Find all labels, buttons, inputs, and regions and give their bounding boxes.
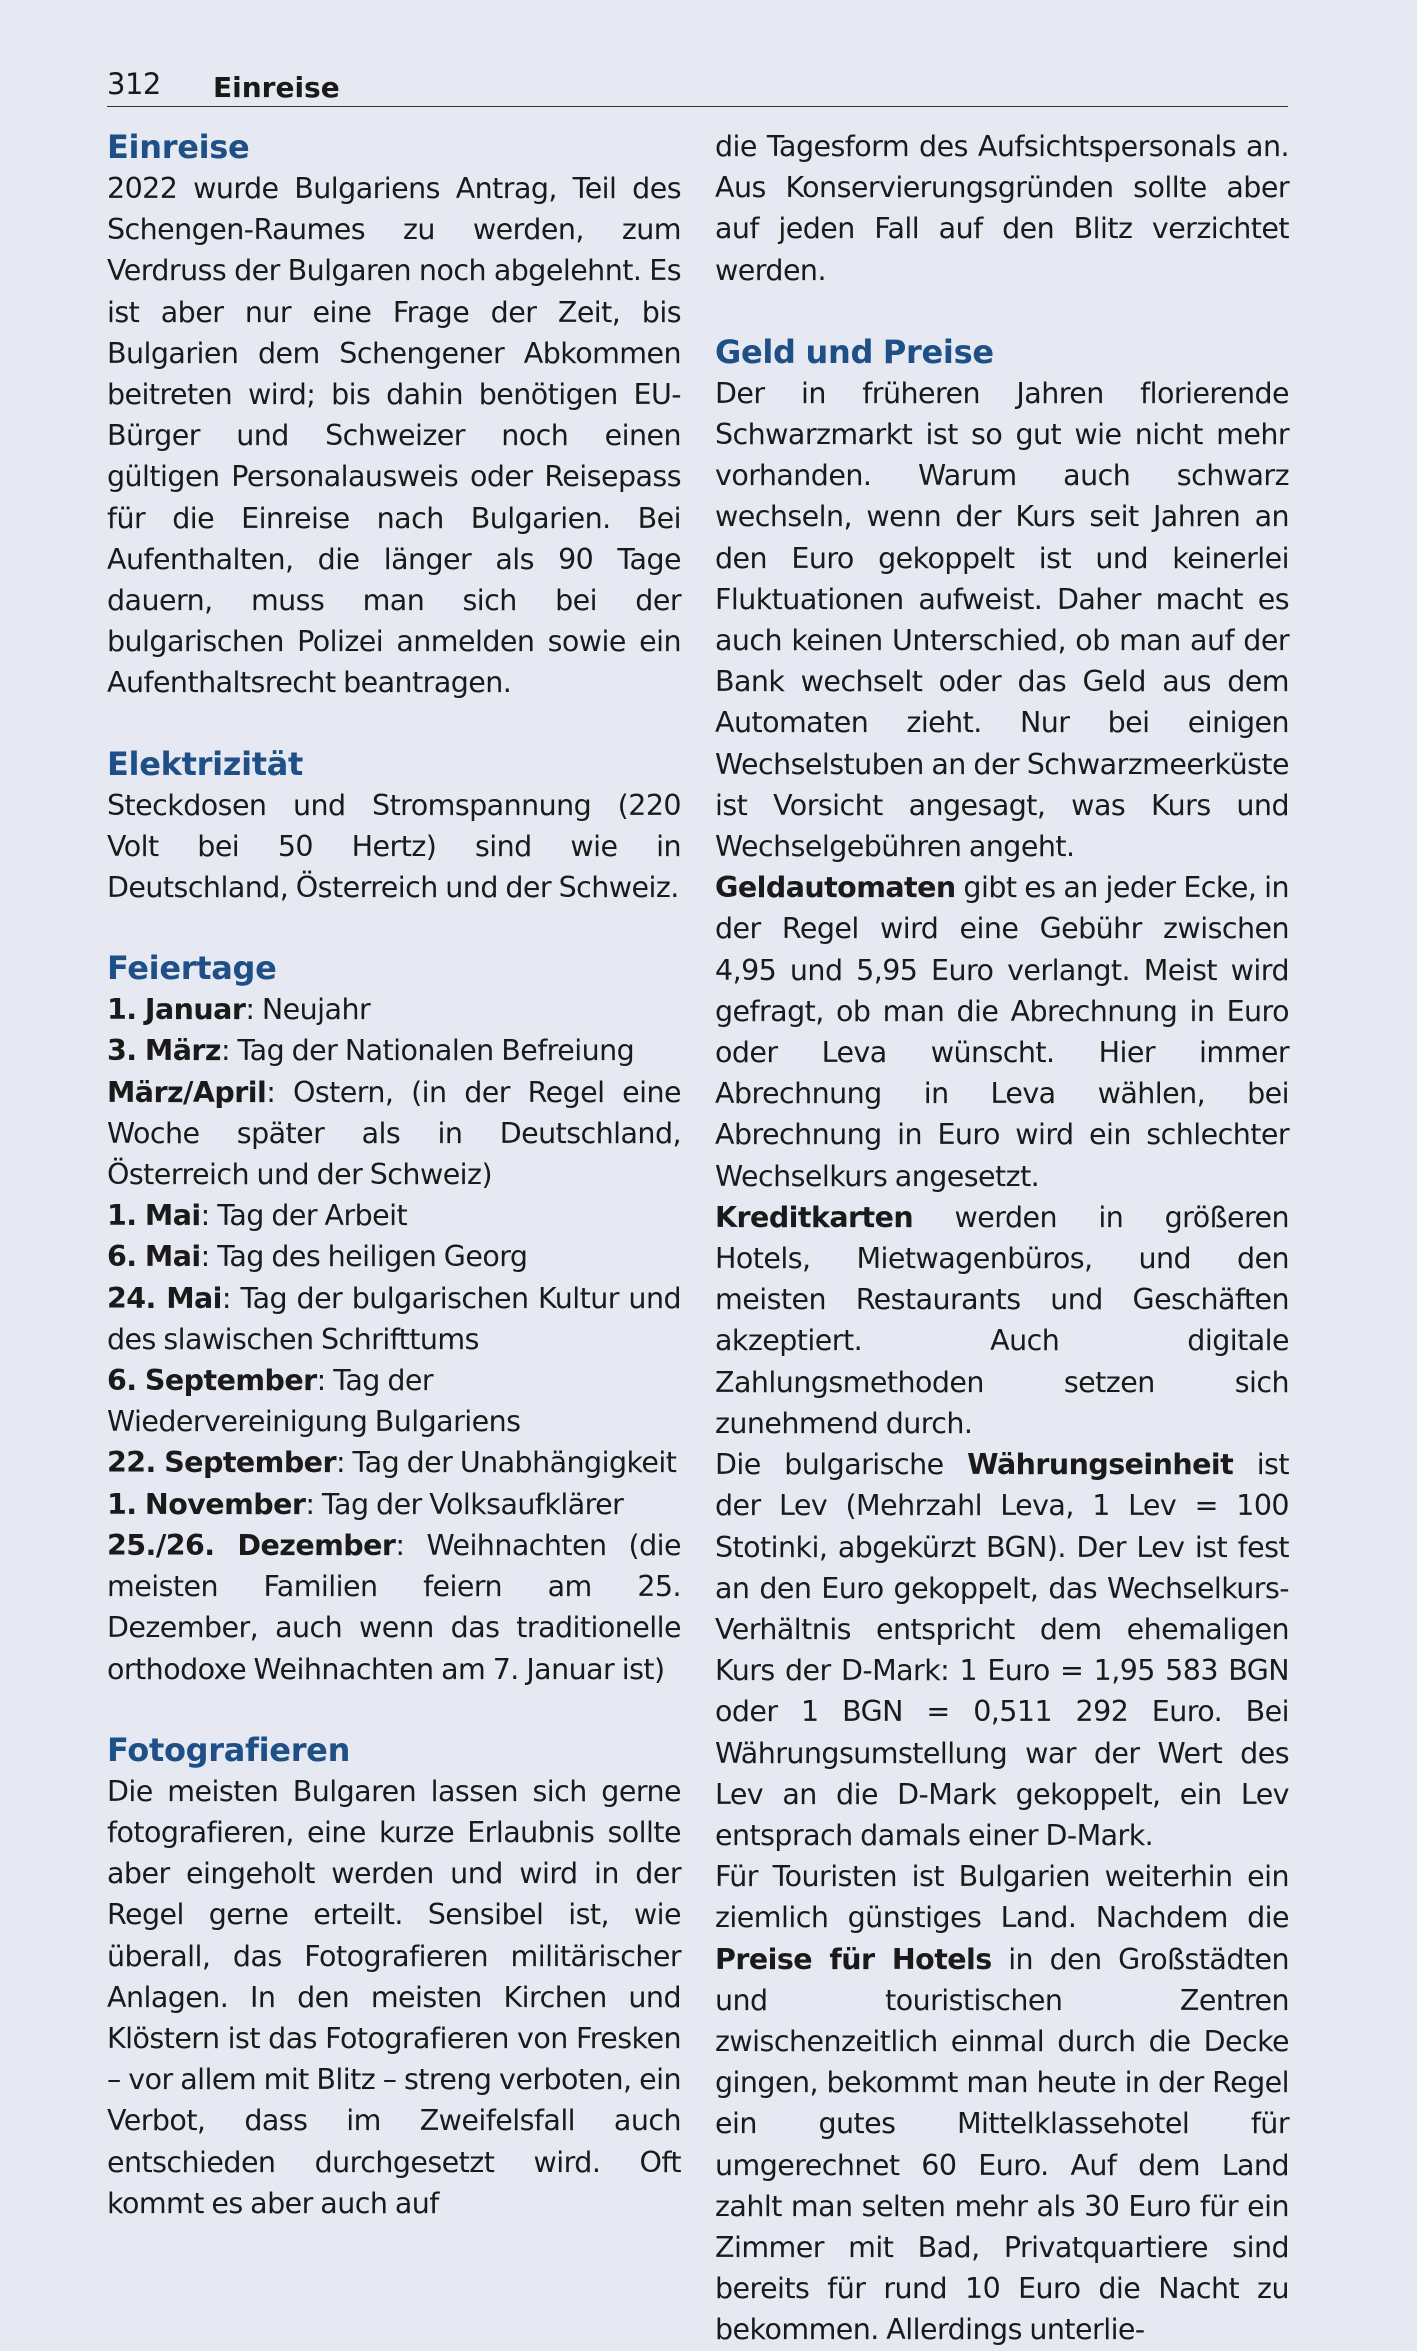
holiday-item [107,1236,681,1277]
einreise-text: 2022 wurde Bulgariens Antrag, Teil des Schengen-Raumes zu werden, zum Verdruss der Bulgaren noch abgelehnt. Es ist aber nur eine Frage der Zeit, bis Bulgarien dem Schengener Abkommen beitreten wird; bis dahin benötigen EU-Bürger und Schweizer noch einen gültigen Personalausweis oder Reisepass für die Einreise nach Bulgarien. Bei Aufenthalten, die länger als 90 Tage dauern, muss man sich bei der bulgarischen Polizei anmelden sowie ein Aufenthaltsrecht beantragen. [107,172,681,700]
fotografieren-text-continued: die Tagesform des Aufsichtspersonals an. Aus Konservierungsgründen sollte aber auf jeden Fall auf den Blitz verzichtet werden. [715,130,1289,287]
holiday-desc: : Neujahr [245,993,371,1027]
holiday-date: 3. März [107,1034,221,1068]
section-heading-fotografieren: Fotografieren [107,1730,351,1769]
holiday-list [107,989,681,1689]
left-column [107,126,681,2224]
holiday-date: 6. Mai [107,1240,201,1274]
holiday-desc: : Tag des heiligen Georg [200,1240,528,1274]
geld-paragraph: Kreditkarten werden in größeren Hotels, Mietwagenbüros, und den meisten Restaurants und Geschäften akzeptiert. Auch digitale Zahlungsmethoden setzen sich zunehmend durch. [715,1200,1289,1440]
holiday-item [107,1030,681,1071]
holiday-date: 6. September [107,1364,317,1398]
holiday-date: 25./26. Dezember [107,1528,396,1562]
page-header [107,64,1288,107]
holiday-date: März/April [107,1075,267,1109]
section-heading-elektrizitaet: Elektrizität [107,744,304,783]
holiday-desc: : Tag der Unabhängigkeit [335,1446,677,1480]
holiday-date: 1. Mai [107,1199,201,1233]
holiday-item [107,1072,681,1196]
holiday-item [107,1360,681,1442]
keyword-geldautomaten: Geldautomaten [715,871,956,905]
keyword-preise-hotels: Preise für Hotels [715,1942,992,1976]
geld-paragraph: Der in früheren Jahren florierende Schwarzmarkt ist so gut wie nicht mehr vorhanden. Warum auch schwarz wechseln, wenn der Kurs seit Jahren an den Euro gekoppelt ist und keinerlei Fluktuationen aufweist. Daher macht es auch keinen Unterschied, ob man auf der Bank wechselt oder das Geld aus dem Automaten zieht. Nur bei einigen Wechselstuben an der Schwarzmeerküste ist Vorsicht angesagt, was Kurs und Wechselgebühren angeht. [715,376,1289,864]
elektrizitaet-text: Steckdosen und Stromspannung (220 Volt bei 50 Hertz) sind wie in Deutschland, Österreich und der Schweiz. [107,788,681,905]
section-heading-geld: Geld und Preise [715,332,994,371]
keyword-waehrungseinheit: Währungseinheit [967,1448,1234,1482]
holiday-date: 22. September [107,1446,336,1480]
holiday-desc: : Ostern, (in der Regel eine Woche später als in Deutschland, Österreich und der Schweiz) [107,1075,681,1192]
section-heading-einreise: Einreise [107,128,250,166]
fotografieren-text: Die meisten Bulgaren lassen sich gerne fotografieren, eine kurze Erlaubnis sollte aber eingeholt werden und wird in der Regel gerne erteilt. Sensibel ist, wie überall, das Fotografieren militärischer Anlagen. In den meisten Kirchen und Klöstern ist das Fotografieren von Fresken – vor allem mit Blitz – streng verboten, ein Verbot, dass im Zweifelsfall auch entschieden durchgesetzt wird. Oft kommt es aber auch auf [107,1774,681,2220]
holiday-item [107,1278,681,1360]
holiday-item [107,1195,681,1236]
holiday-desc: : Weihnachten (die meisten Familien feiern am 25. Dezember, auch wenn das traditionelle orthodoxe Weihnachten am 7. Januar ist) [107,1528,681,1686]
holiday-desc: : Tag der Nationalen Befreiung [220,1034,635,1068]
geld-paragraph: Für Touristen ist Bulgarien weiterhin ein ziemlich günstiges Land. Nachdem die Preise für Hotels in den Großstädten und touristischen Zentren zwischenzeitlich einmal durch die Decke gingen, bekommt man heute in der Regel ein gutes Mittelklassehotel für umgerechnet 60 Euro. Auf dem Land zahlt man selten mehr als 30 Euro für ein Zimmer mit Bad, Privatquartiere sind bereits für rund 10 Euro die Nacht zu bekommen. Allerdings unterlie- [715,1860,1289,2347]
geld-paragraph: Die bulgarische Währungseinheit ist der Lev (Mehrzahl Leva, 1 Lev = 100 Stotinki, abgekürzt BGN). Der Lev ist fest an den Euro gekoppelt, das Wechselkurs-Verhältnis entspricht dem ehemaligen Kurs der D-Mark: 1 Euro = 1,95 583 BGN oder 1 BGN = 0,511 292 Euro. Bei Währungsumstellung war der Wert des Lev an die D-Mark gekoppelt, ein Lev entsprach damals einer D-Mark. [715,1448,1289,1852]
right-column [715,126,1289,2351]
keyword-kreditkarten: Kreditkarten [715,1200,914,1234]
holiday-date: 1. November [107,1487,306,1521]
holiday-date: 1. Januar [107,993,246,1027]
holiday-desc: : Tag der bulgarischen Kultur und des slawischen Schrifttums [107,1281,682,1356]
geld-paragraph: Geldautomaten gibt es an jeder Ecke, in der Regel wird eine Gebühr zwischen 4,95 und 5,95 Euro verlangt. Meist wird gefragt, ob man die Abrechnung in Euro oder Leva wünscht. Hier immer Abrechnung in Leva wählen, bei Abrechnung in Euro wird ein schlechter Wechselkurs angesetzt. [715,871,1289,1193]
holiday-item [107,989,681,1030]
running-head: Einreise [213,71,340,104]
holiday-item [107,1525,681,1690]
holiday-desc: : Tag der Arbeit [200,1199,408,1233]
section-heading-feiertage: Feiertage [107,949,277,988]
holiday-date: 24. Mai [107,1281,222,1315]
holiday-item [107,1484,681,1525]
holiday-desc: : Tag der Volksaufklärer [305,1487,624,1521]
holiday-item [107,1442,681,1483]
holiday-desc: : Tag der Wiedervereinigung Bulgariens [107,1364,521,1439]
page-number: 312 [107,67,161,101]
